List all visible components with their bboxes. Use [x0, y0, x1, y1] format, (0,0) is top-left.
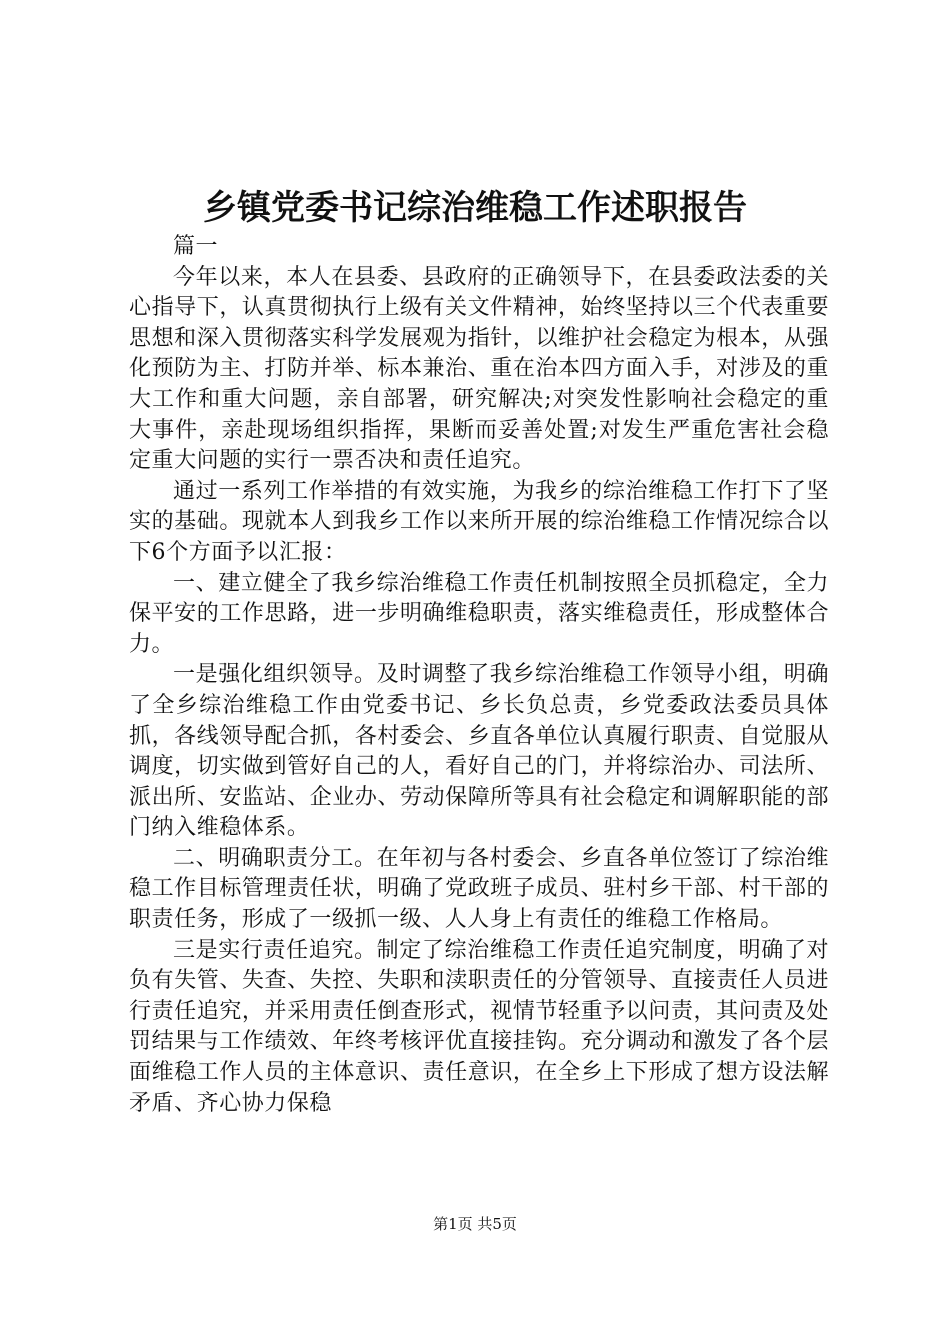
page-number-footer: 第1页 共5页: [433, 1215, 517, 1233]
paragraph: 三是实行责任追究。制定了综治维稳工作责任追究制度，明确了对负有失管、失查、失控、失职和渎职责任的分管领导、直接责任人员进行责任追究，并采用责任倒查形式，视情节轻重予以问责，其问责及处罚结果与工作绩效、年终考核评优直接挂钩。充分调动和激发了各个层面维稳工作人员的主体意识、责任意识，在全乡上下形成了想方设法解矛盾、齐心协力保稳: [129, 937, 829, 1116]
paragraph: 今年以来，本人在县委、县政府的正确领导下，在县委政法委的关心指导下，认真贯彻执行上级有关文件精神，始终坚持以三个代表重要思想和深入贯彻落实科学发展观为指针，以维护社会稳定为根本，从强化预防为主、打防并举、标本兼治、重在治本四方面入手，对涉及的重大工作和重大问题，亲自部署，研究解决;对突发性影响社会稳定的重大事件，亲赴现场组织指挥，果断而妥善处置;对发生严重危害社会稳定重大问题的实行一票否决和责任追究。: [129, 264, 829, 474]
section-heading: 篇一: [173, 234, 219, 259]
paragraph: 二、明确职责分工。在年初与各村委会、乡直各单位签订了综治维稳工作目标管理责任状，明确了党政班子成员、驻村乡干部、村干部的职责任务，形成了一级抓一级、人人身上有责任的维稳工作格局。: [129, 845, 829, 933]
document-body: [129, 232, 829, 1119]
paragraph: 一、建立健全了我乡综治维稳工作责任机制按照全员抓稳定，全力保平安的工作思路，进一步明确维稳职责，落实维稳责任，形成整体合力。: [129, 570, 829, 657]
document-title: 乡镇党委书记综治维稳工作述职报告: [203, 188, 747, 228]
paragraph: 通过一系列工作举措的有效实施，为我乡的综治维稳工作打下了坚实的基础。现就本人到我乡工作以来所开展的综治维稳工作情况综合以下6个方面予以汇报：: [129, 478, 829, 565]
paragraph: 一是强化组织领导。及时调整了我乡综治维稳工作领导小组，明确了全乡综治维稳工作由党委书记、乡长负总责，乡党委政法委员具体抓，各线领导配合抓，各村委会、乡直各单位认真履行职责、自觉服从调度，切实做到管好自己的人，看好自己的门，并将综治办、司法所、派出所、安监站、企业办、劳动保障所等具有社会稳定和调解职能的部门纳入维稳体系。: [129, 662, 829, 841]
